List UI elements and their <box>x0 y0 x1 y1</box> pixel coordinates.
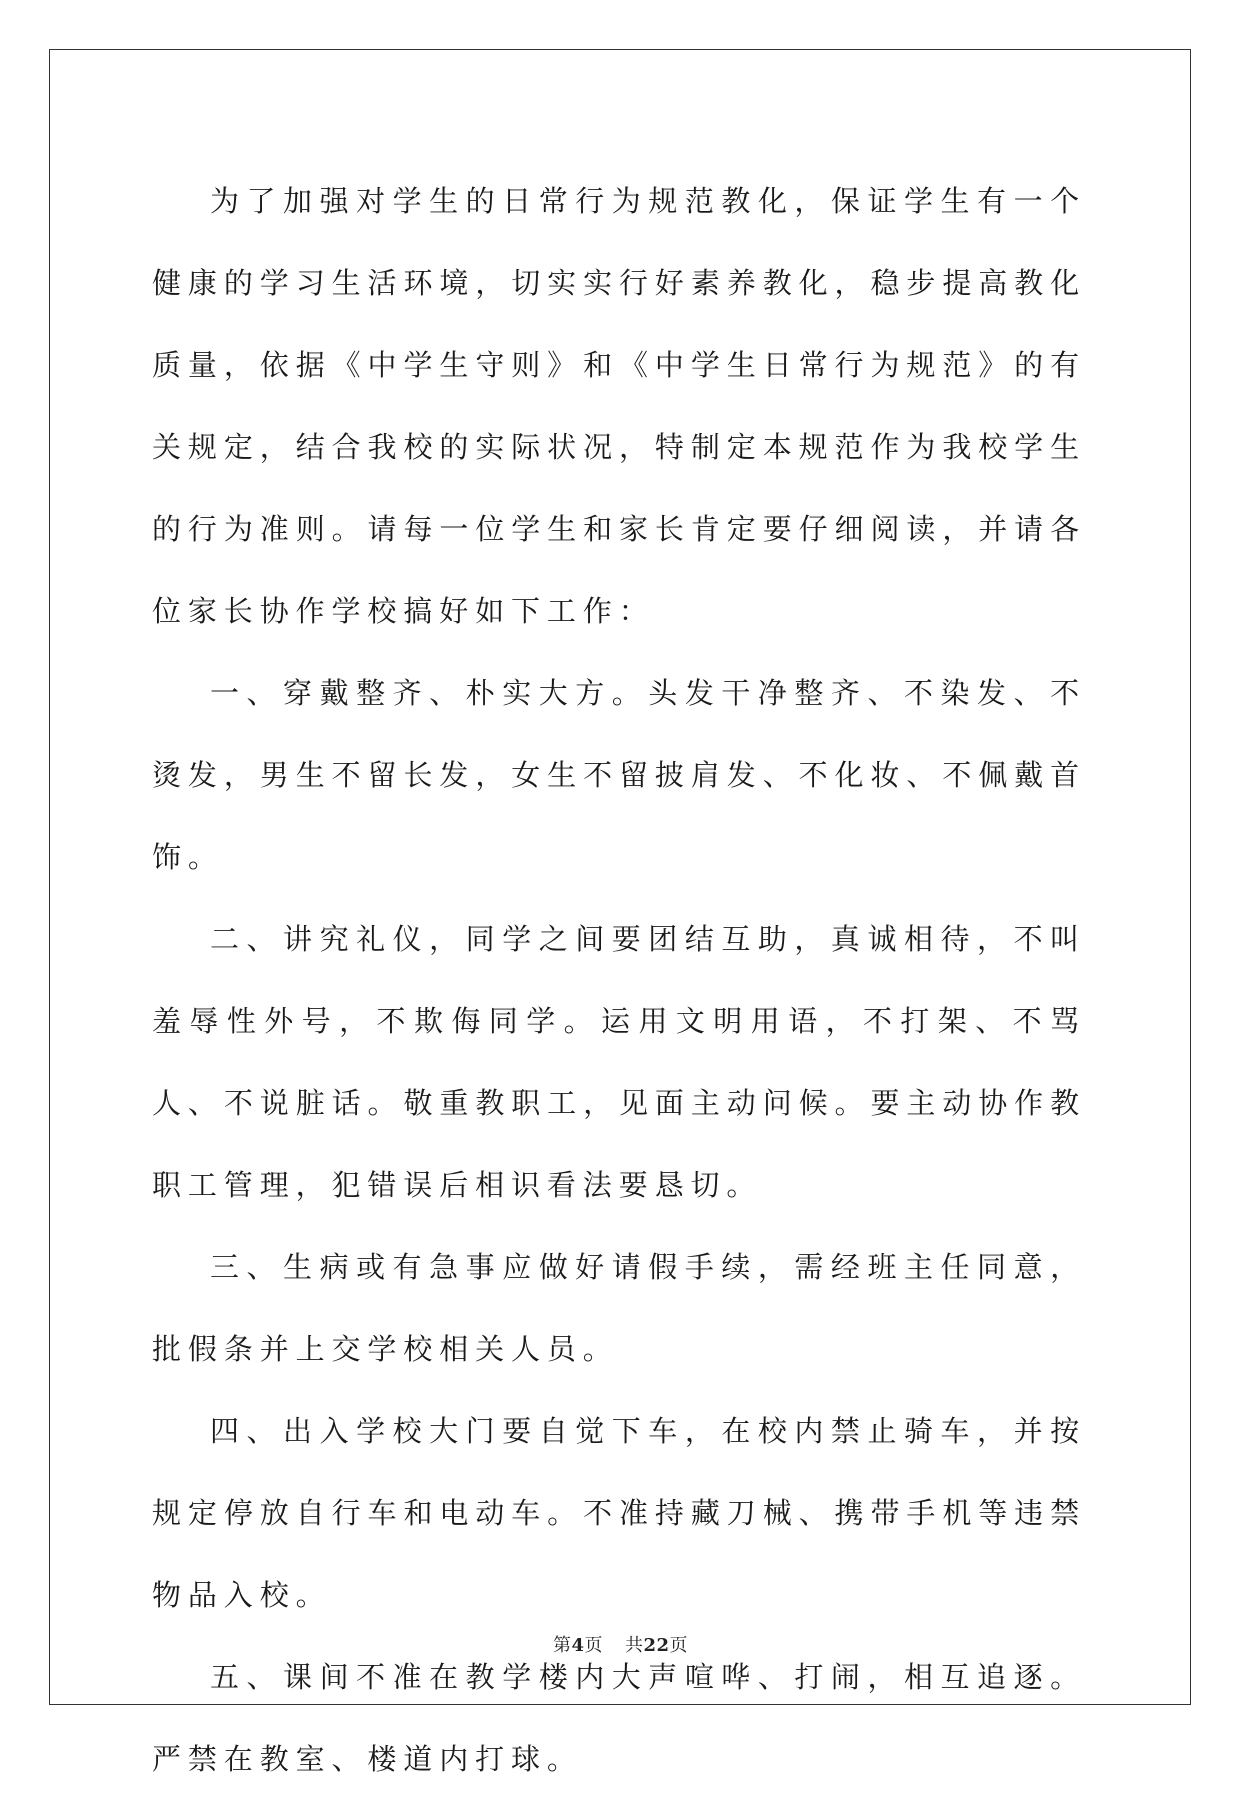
paragraph-rule-5: 五、课间不准在教学楼内大声喧哗、打闹，相互追逐。严禁在教室、楼道内打球。 <box>152 1660 1086 1776</box>
total-prefix: 共 <box>624 1635 644 1656</box>
paragraph-rule-3: 三、生病或有急事应做好请假手续，需经班主任同意，批假条并上交学校相关人员。 <box>152 1250 1086 1366</box>
page-footer <box>0 1631 1241 1657</box>
total-suffix: 页 <box>669 1635 689 1656</box>
page-suffix: 页 <box>584 1635 603 1656</box>
document-body <box>152 160 1086 1800</box>
paragraph-intro: 为了加强对学生的日常行为规范教化，保证学生有一个健康的学习生活环境，切实实行好素养教化，稳步提高教化质量，依据《中学生守则》和《中学生日常行为规范》的有关规定，结合我校的实际状况，特制定本规范作为我校学生的行为准则。请每一位学生和家长肯定要仔细阅读，并请各位家长协作学校搞好如下工作： <box>152 184 1086 628</box>
paragraph-rule-2: 二、讲究礼仪，同学之间要团结互助，真诚相待，不叫羞辱性外号，不欺侮同学。运用文明用语，不打架、不骂人、不说脏话。敬重教职工，见面主动问候。要主动协作教职工管理，犯错误后相识看法要恳切。 <box>152 922 1086 1202</box>
page-prefix: 第 <box>552 1635 572 1656</box>
page-number: 4 <box>571 1635 585 1656</box>
total-pages: 22 <box>643 1635 670 1656</box>
paragraph-rule-4: 四、出入学校大门要自觉下车，在校内禁止骑车，并按规定停放自行车和电动车。不准持藏刀械、携带手机等违禁物品入校。 <box>152 1414 1086 1612</box>
paragraph-rule-1: 一、穿戴整齐、朴实大方。头发干净整齐、不染发、不烫发，男生不留长发，女生不留披肩发、不化妆、不佩戴首饰。 <box>152 676 1086 874</box>
